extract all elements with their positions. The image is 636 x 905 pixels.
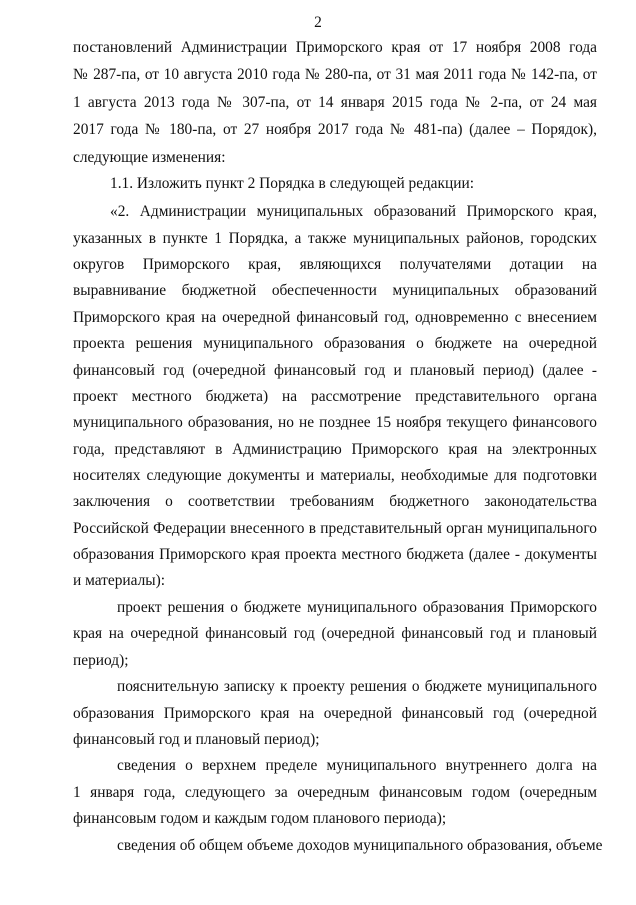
text-line: 1.1. Изложить пункт 2 Порядка в следующей редакции: bbox=[110, 175, 474, 192]
text-line: Приморского края на очередной финансовый год, одновременно с внесением bbox=[73, 309, 597, 326]
text-line: округов Приморского края, являющихся получателями дотации на bbox=[73, 256, 597, 273]
text-line: носителях следующие документы и материалы, необходимые для подготовки bbox=[73, 467, 597, 484]
text-line: муниципального образования, но не позднее 15 ноября текущего финансового bbox=[73, 414, 597, 431]
text-line: края на очередной финансовый год (очередной финансовый год и плановый bbox=[73, 625, 597, 642]
text-line: 2017 года № 180-па, от 27 ноября 2017 года № 481-па) (далее – Порядок), bbox=[73, 121, 597, 138]
text-line: пояснительную записку к проекту решения о бюджете муниципального bbox=[117, 678, 597, 695]
text-line: образования Приморского края на очередной финансовый год (очередной bbox=[73, 705, 597, 722]
text-line: сведения об общем объеме доходов муниципального образования, объеме bbox=[117, 837, 603, 854]
text-line: № 287-па, от 10 августа 2010 года № 280-па, от 31 мая 2011 года № 142-па, от bbox=[73, 66, 597, 83]
text-line: проект решения о бюджете муниципального образования Приморского bbox=[117, 599, 597, 616]
text-line: Российской Федерации внесенного в представительный орган муниципального bbox=[73, 520, 597, 537]
text-line: проекта решения муниципального образования о бюджете на очередной bbox=[73, 335, 597, 352]
text-line: финансовый год (очередной финансовый год и плановый период) (далее - bbox=[73, 362, 597, 379]
text-line: «2. Администрации муниципальных образований Приморского края, bbox=[110, 203, 597, 220]
text-line: период); bbox=[73, 652, 129, 669]
text-line: 1 января года, следующего за очередным финансовым годом (очередным bbox=[73, 784, 597, 801]
text-line: следующие изменения: bbox=[73, 149, 226, 166]
text-line: выравнивание бюджетной обеспеченности муниципальных образований bbox=[73, 282, 597, 299]
text-line: постановлений Администрации Приморского края от 17 ноября 2008 года bbox=[73, 39, 597, 56]
text-line: заключения о соответствии требованиям бюджетного законодательства bbox=[73, 493, 597, 510]
page-number: 2 bbox=[314, 14, 322, 31]
text-line: проект местного бюджета) на рассмотрение представительного органа bbox=[73, 388, 597, 405]
text-line: финансовым годом и каждым годом планового периода); bbox=[73, 810, 447, 827]
text-line: сведения о верхнем пределе муниципального внутреннего долга на bbox=[117, 757, 597, 774]
text-line: и материалы): bbox=[73, 572, 166, 589]
text-line: указанных в пункте 1 Порядка, а также муниципальных районов, городских bbox=[73, 230, 597, 247]
text-line: финансовый год и плановый период); bbox=[73, 731, 320, 748]
text-line: 1 августа 2013 года № 307-па, от 14 января 2015 года № 2-па, от 24 мая bbox=[73, 94, 597, 111]
text-line: года, представляют в Администрацию Приморского края на электронных bbox=[73, 441, 597, 458]
text-line: образования Приморского края проекта местного бюджета (далее - документы bbox=[73, 546, 597, 563]
